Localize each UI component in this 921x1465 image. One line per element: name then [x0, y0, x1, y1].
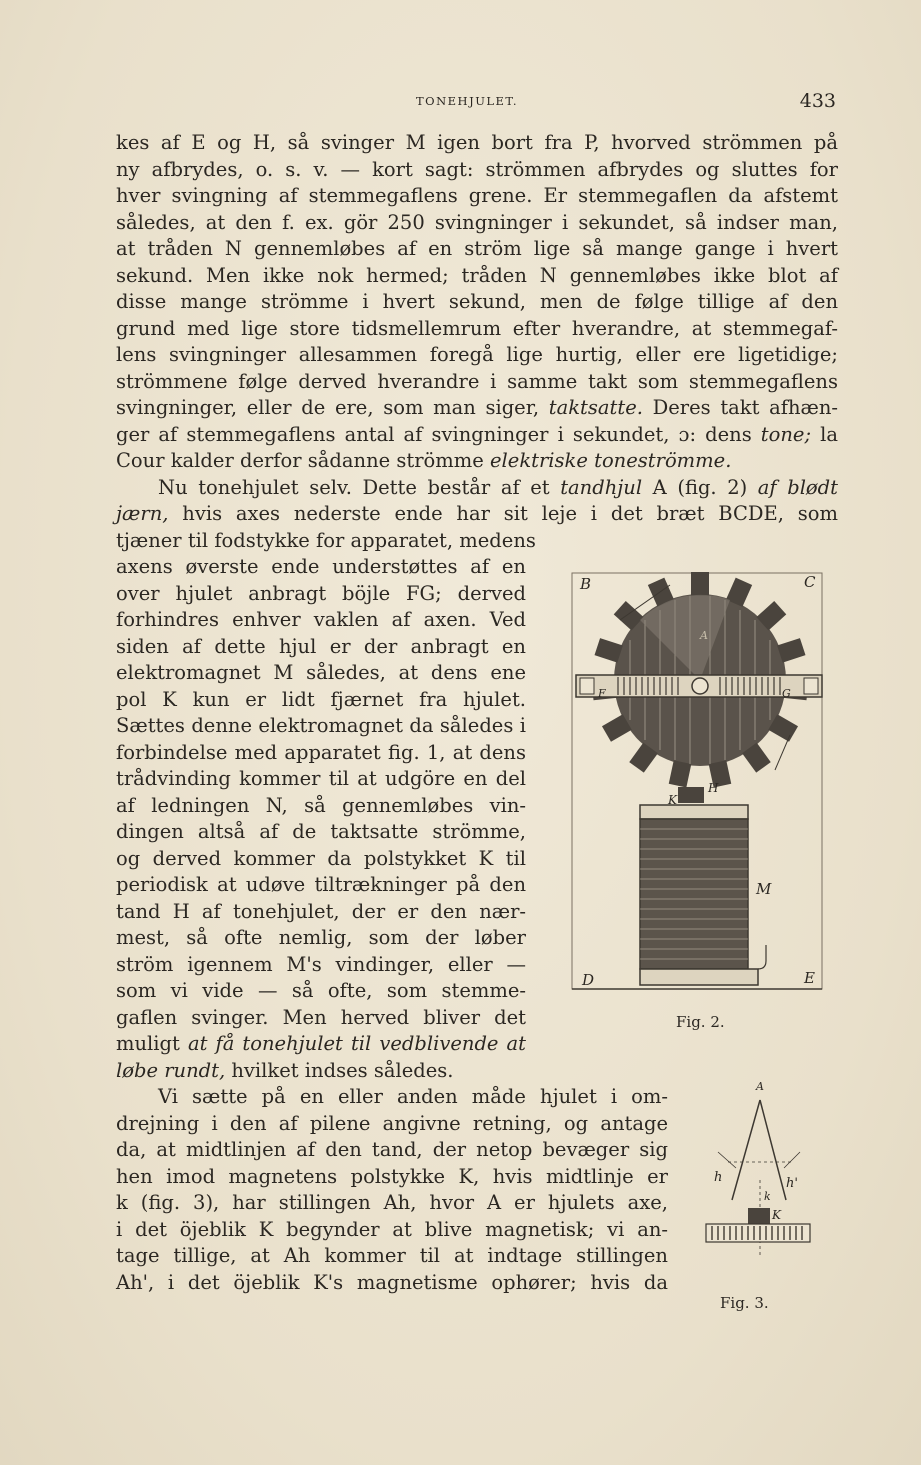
text-line: disse mange strömme i hvert sekund, men de følge tillige af den [116, 290, 838, 313]
label-d: D [582, 971, 595, 989]
text-line: ger af stemmegaflens antal af svingninger i sekundet, ɔ: dens tone; la [116, 422, 838, 446]
figure-3-caption: Fig. 3. [720, 1294, 769, 1312]
text-line: Sættes denne elektromagnet da således i [116, 714, 526, 737]
text-line: således, at den f. ex. gör 250 svingninger i sekundet, så indser man, [116, 210, 838, 234]
label-m: M [756, 880, 772, 898]
pole-piece [678, 787, 704, 803]
label-c: C [804, 573, 816, 591]
electromagnet-coil [640, 819, 748, 969]
text-line: svingninger, eller de ere, som man siger, taktsatte. Deres takt afhæn- [116, 396, 838, 419]
text-line: gaflen svinger. Men herved bliver det [116, 1005, 526, 1029]
page-number: 433 [799, 90, 836, 112]
text-line: jærn, hvis axes nederste ende har sit leje i det bræt BCDE, som [116, 502, 838, 525]
text-line: tjæner til fodstykke for apparatet, medens [116, 528, 536, 552]
text-line: grund med lige store tidsmellemrum efter hverandre, at stemmegaf- [116, 316, 838, 340]
text-line: forbindelse med apparatet fig. 1, at dens [116, 740, 526, 764]
label-h-prime: h' [786, 1176, 798, 1191]
figure-3 [700, 1080, 815, 1320]
text-line: trådvinding kommer til at udgöre en del [116, 767, 526, 790]
text-line: i det öjeblik K begynder at blive magnetisk; vi an- [116, 1217, 668, 1241]
text-line: k (fig. 3), har stillingen Ah, hvor A er hjulets axe, [116, 1191, 668, 1214]
text-line: siden af dette hjul er der anbragt en [116, 634, 526, 658]
label-h-position: h [714, 1170, 723, 1185]
text-line: mest, så ofte nemlig, som der løber [116, 926, 526, 949]
text-line: tand H af tonehjulet, der er den nær- [116, 899, 526, 923]
text-line: Cour kalder derfor sådanne strömme elektriske toneströmme. [116, 449, 732, 472]
text-line: ström igennem M's vindinger, eller — [116, 952, 526, 976]
text-line: axens øverste ende understøttes af en [116, 555, 526, 578]
text-line: periodisk at udøve tiltrækninger på den [116, 873, 526, 896]
text-line: Ah', i det öjeblik K's magnetisme ophører; hvis da [116, 1270, 668, 1294]
figure-2 [560, 565, 830, 1035]
figure-2-caption: Fig. 2. [676, 1013, 725, 1031]
label-k-pole: K [772, 1208, 781, 1222]
text-line: forhindres enhver vaklen af axen. Ved [116, 608, 526, 631]
label-k-midline: k [764, 1190, 771, 1203]
text-line: hen imod magnetens polstykke K, hvis midtlinje er [116, 1164, 668, 1188]
text-line: elektromagnet M således, at dens ene [116, 661, 526, 684]
text-line: lens svingninger allesammen foregå lige hurtig, eller ere ligetidige; [116, 343, 838, 366]
label-f: F [598, 687, 606, 700]
text-line: da, at midtlinjen af den tand, der netop bevæger sig [116, 1138, 668, 1161]
text-line: sekund. Men ikke nok hermed; tråden N gennemløbes ikke blot af [116, 263, 838, 287]
text-line: dingen altså af de taktsatte strömme, [116, 820, 526, 843]
text-line: af ledningen N, så gennemløbes vin- [116, 793, 526, 817]
text-line: hver svingning af stemmegaflens grene. Er stemmegaflen da afstemt [116, 184, 838, 207]
page-header [116, 90, 836, 114]
running-title: TONEHJULET. [416, 94, 519, 108]
label-e: E [804, 969, 815, 987]
text-line: pol K kun er lidt fjærnet fra hjulet. [116, 687, 526, 711]
axle-icon [692, 678, 708, 694]
text-line: ny afbrydes, o. s. v. — kort sagt: strömmen afbrydes og sluttes for [116, 157, 838, 181]
text-line: drejning i den af pilene angivne retning, og antage [116, 1111, 668, 1135]
text-line: kes af E og H, så svinger M igen bort fra P, hvorved strömmen på [116, 131, 838, 154]
text-line: over hjulet anbragt böjle FG; derved [116, 581, 526, 605]
text-line: løbe rundt, hvilket indses således. [116, 1058, 454, 1082]
pole-piece-k [748, 1208, 770, 1224]
text-line: strömmene følge derved hverandre i samme takt som stemmegaflens [116, 369, 838, 393]
label-axis-a: A [756, 1080, 764, 1093]
text-line: tage tillige, at Ah kommer til at indtage stillingen [116, 1244, 668, 1267]
text-line: og derved kommer da polstykket K til [116, 846, 526, 870]
text-line: at tråden N gennemløbes af en ström lige så mange gange i hvert [116, 237, 838, 260]
text-line: Vi sætte på en eller anden måde hjulet i om- [158, 1085, 668, 1108]
label-g: G [782, 687, 791, 700]
text-line: som vi vide — så ofte, som stemme- [116, 979, 526, 1002]
tonewheel-illustration [560, 565, 830, 1035]
text-line: muligt at få tonehjulet til vedblivende at [116, 1032, 527, 1055]
text-line: Nu tonehjulet selv. Dette består af et tandhjul A (fig. 2) af blødt [158, 475, 838, 499]
label-k: K [668, 793, 677, 807]
label-a: A [700, 629, 708, 642]
label-b: B [580, 575, 592, 593]
label-h: H [708, 781, 719, 795]
